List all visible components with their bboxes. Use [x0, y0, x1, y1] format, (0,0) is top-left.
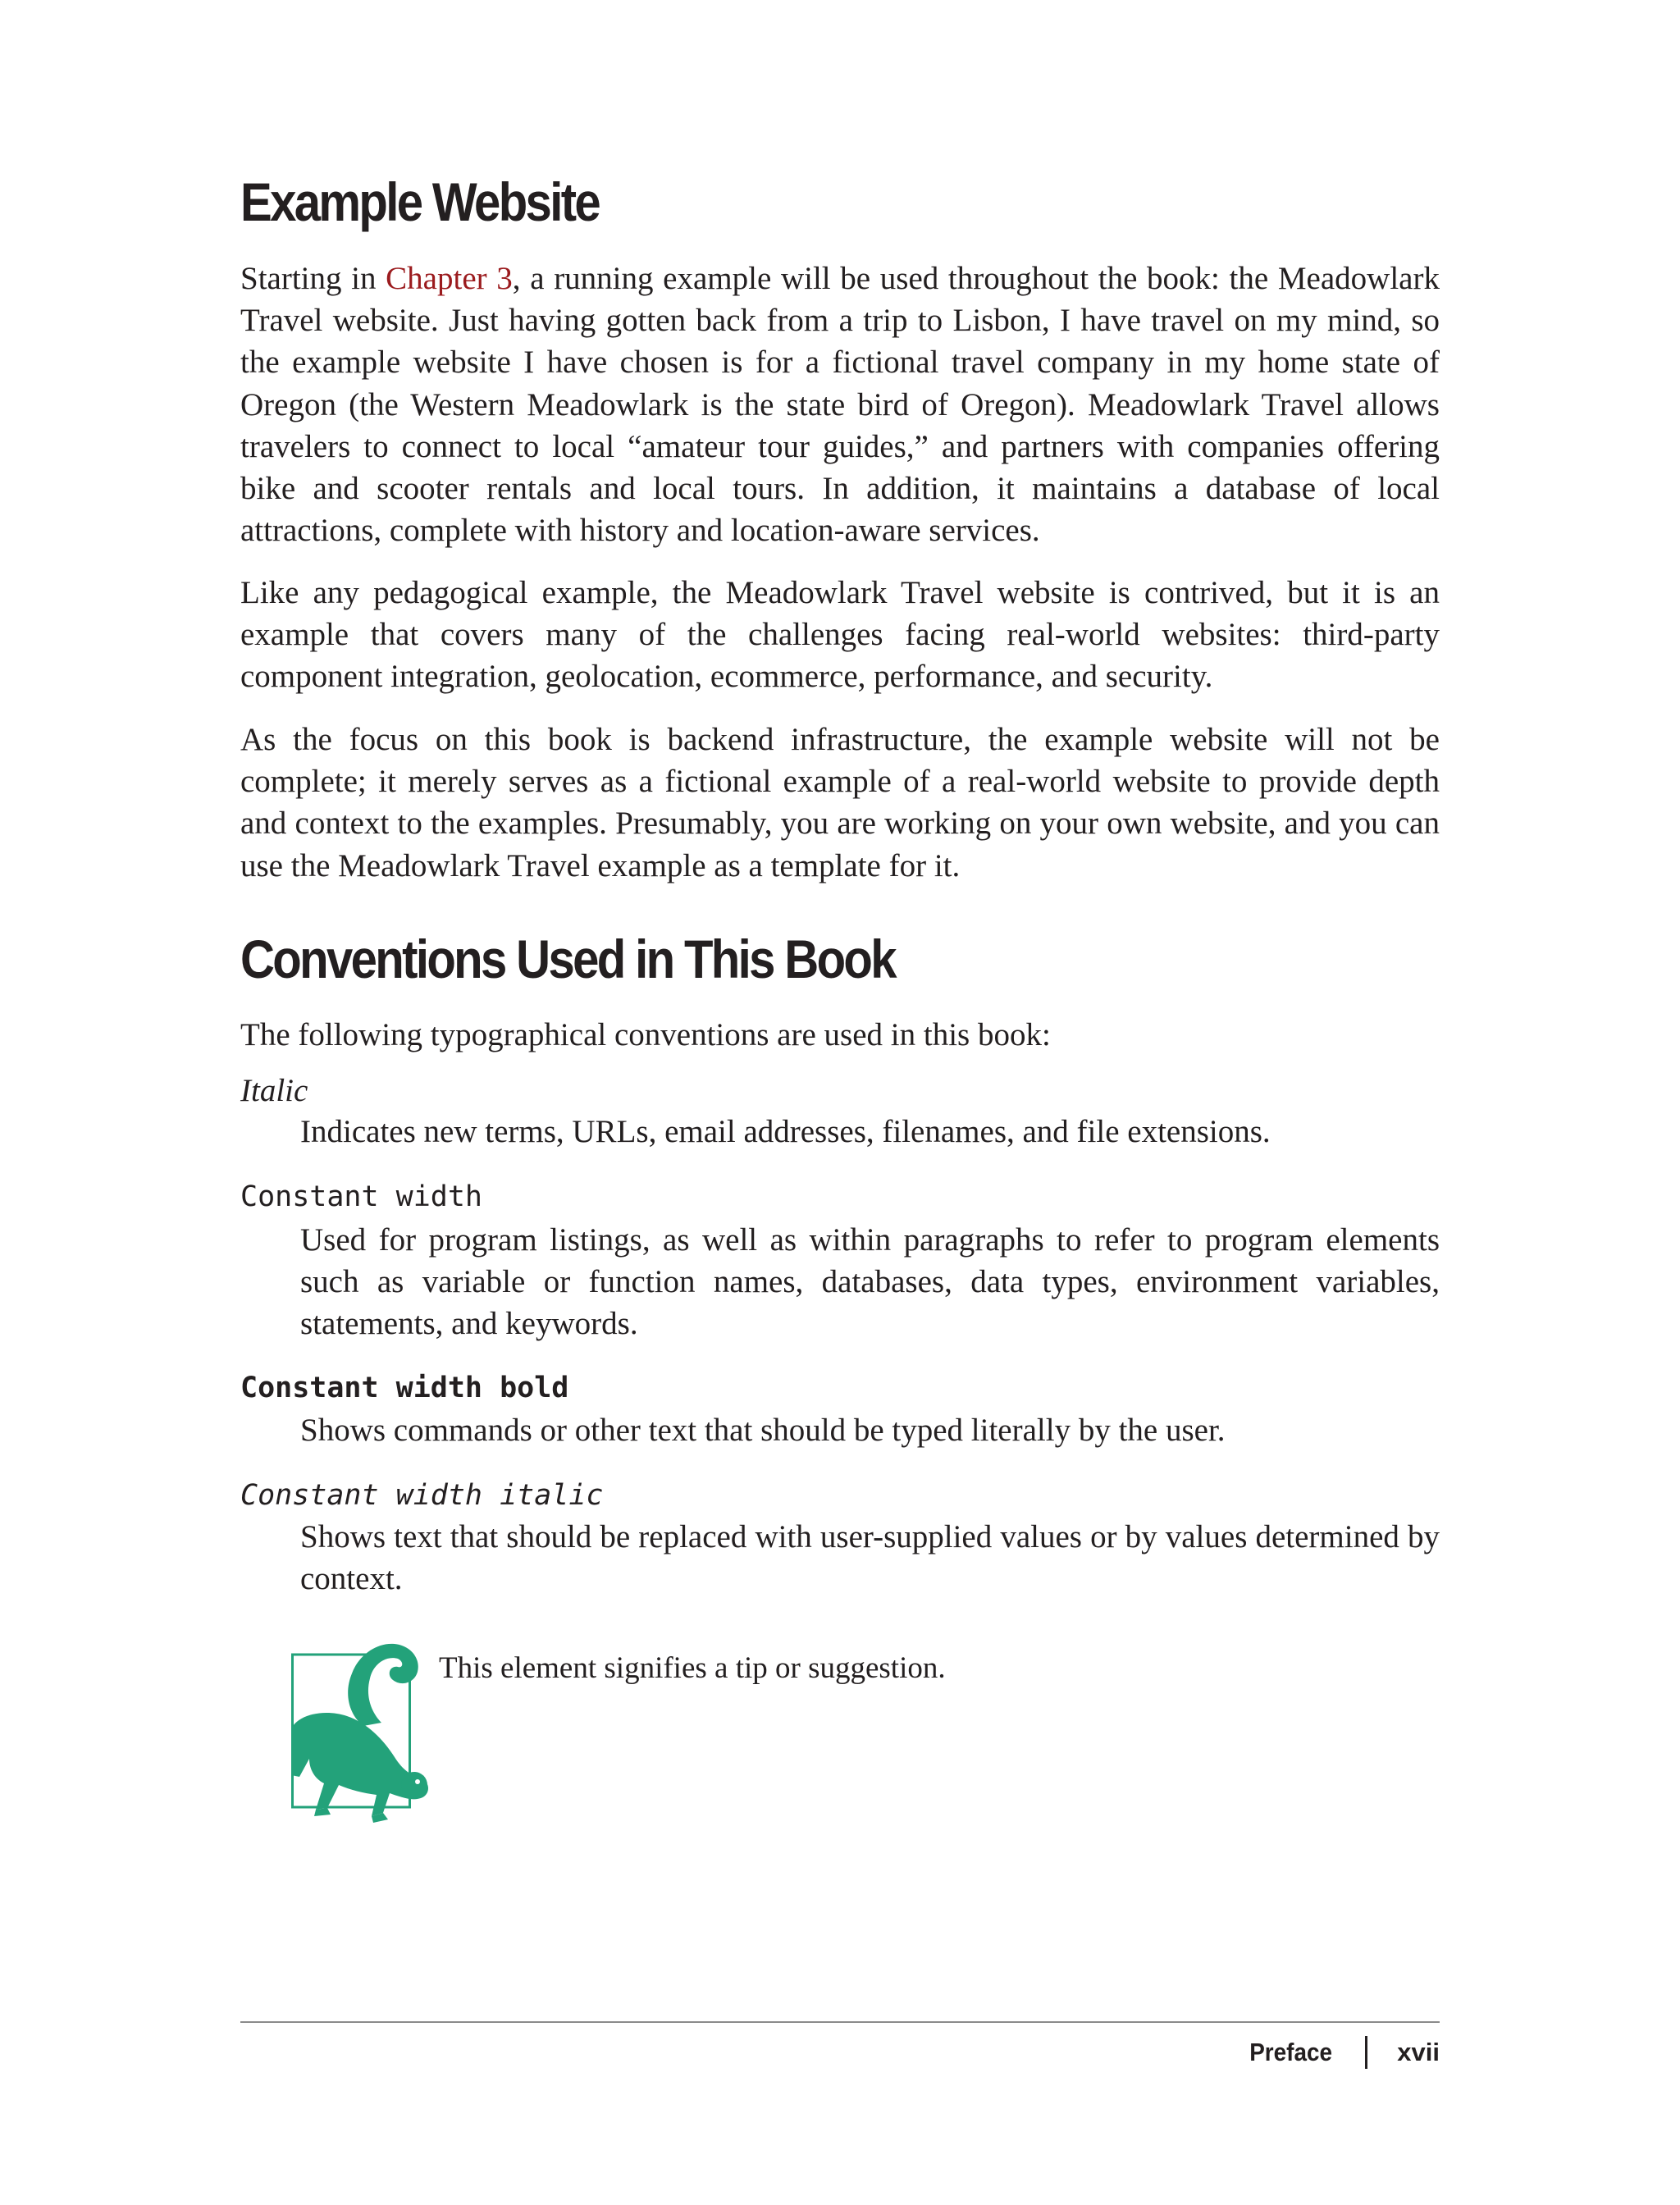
convention-definition-constant-width-bold: Shows commands or other text that should be typed literally by the user.	[300, 1413, 1226, 1448]
footer-section-label: Preface	[1249, 2038, 1333, 2066]
footer-divider	[240, 2021, 1440, 2023]
convention-term-constant-width-italic: Constant width italic	[240, 1479, 604, 1512]
convention-term-constant-width-bold: Constant width bold	[240, 1372, 569, 1404]
section-heading-conventions: Conventions Used in This Book	[240, 929, 895, 989]
convention-definition-constant-width: Used for program listings, as well as within paragraphs to refer to program elements such as variable or function names, databases, data types, environment variables, statements, and keywords.	[300, 1222, 1440, 1342]
footer-page-number: xvii	[1397, 2038, 1440, 2066]
book-page	[240, 0, 1440, 2205]
paragraph-text: , a running example will be used throughout the book: the Meadowlark Travel website. Just having gotten back from a trip to Lisbon, I have travel on my mind, so the example website I have chosen is for a fictional travel company in my home state of Oregon (the Western Meadowlark is the state bird of Oregon). Meadowlark Travel allows travelers to connect to local “amateur tour guides,” and partners with companies offering bike and scooter rentals and local tours. In addition, it maintains a database of local attractions, complete with history and location-aware services.	[240, 261, 1440, 549]
paragraph-text: Starting in	[240, 261, 386, 296]
paragraph-example-intro	[240, 258, 1440, 551]
convention-definition-italic: Indicates new terms, URLs, email addresses, filenames, and file extensions.	[300, 1114, 1271, 1149]
section-heading-example-website: Example Website	[240, 171, 600, 232]
convention-term-italic: Italic	[240, 1073, 308, 1108]
paragraph-example-pedagogical: Like any pedagogical example, the Meadowlark Travel website is contrived, but it is an example that covers many of the challenges facing real-world websites: third-party component integration, geolocation, ecommerce, performance, and security.	[240, 575, 1440, 695]
convention-term-constant-width: Constant width	[240, 1180, 483, 1213]
lemur-tip-icon	[291, 1634, 431, 1831]
paragraph-example-focus: As the focus on this book is backend infrastructure, the example website will not be complete; it merely serves as a fictional example of a real-world website to provide depth and context to the examples. Presumably, you are working on your own website, and you can use the Meadowlark Travel example as a template for it.	[240, 722, 1440, 883]
chapter-3-link[interactable]: Chapter 3	[386, 261, 513, 296]
page-footer	[1240, 2034, 1440, 2070]
convention-definition-constant-width-italic: Shows text that should be replaced with user-supplied values or by values determined by context.	[300, 1519, 1440, 1597]
footer-separator	[1365, 2036, 1367, 2069]
conventions-intro: The following typographical conventions are used in this book:	[240, 1017, 1051, 1052]
tip-text: This element signifies a tip or suggestion.	[439, 1651, 946, 1685]
